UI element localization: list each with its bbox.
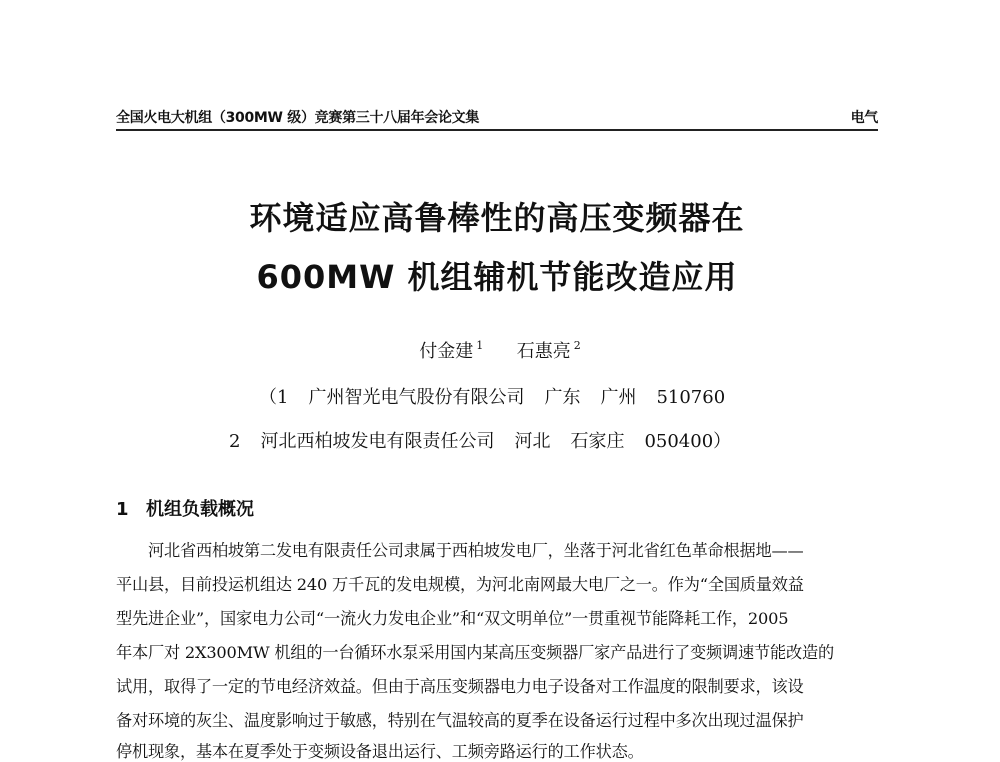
affiliation-province: 广东 bbox=[544, 387, 581, 408]
running-header bbox=[116, 103, 878, 127]
affiliation-org: 河北西柏坡发电有限责任公司 bbox=[260, 431, 495, 452]
section-heading bbox=[116, 495, 254, 521]
author-name: 石惠亮 bbox=[516, 341, 571, 362]
section-number: 1 bbox=[116, 499, 129, 520]
affiliation-postcode: 050400） bbox=[644, 431, 732, 452]
body-text-line: 型先进企业”，国家电力公司“一流火力发电企业”和“双文明单位”一贯重视节能降耗工作，2005 bbox=[116, 609, 789, 628]
affiliation-org: 广州智光电气股份有限公司 bbox=[308, 387, 525, 408]
affiliation-prefix: 2 bbox=[229, 431, 241, 452]
running-header-right: 电气 bbox=[850, 110, 878, 126]
author-list bbox=[0, 337, 1000, 363]
paper-title-line-2: 600MW 机组辅机节能改造应用 bbox=[256, 258, 738, 296]
author-affiliation-mark: 1 bbox=[476, 339, 484, 352]
body-text-line: 河北省西柏坡第二发电有限责任公司隶属于西柏坡发电厂，坐落于河北省红色革命根据地—— bbox=[148, 541, 804, 560]
affiliation-prefix: （1 bbox=[259, 387, 289, 408]
body-text-line: 试用，取得了一定的节电经济效益。但由于高压变频器电力电子设备对工作温度的限制要求，该设 bbox=[116, 677, 804, 696]
author-affiliation-mark: 2 bbox=[573, 339, 581, 352]
affiliation-city: 石家庄 bbox=[570, 431, 625, 452]
body-text-line: 备对环境的灰尘、温度影响过于敏感，特别在气温较高的夏季在设备运行过程中多次出现过温保护 bbox=[116, 711, 804, 730]
affiliation-city: 广州 bbox=[600, 387, 637, 408]
body-text-line: 平山县，目前投运机组达 240 万千瓦的发电规模，为河北南网最大电厂之一。作为“全国质量效益 bbox=[116, 575, 804, 594]
paper-title-line-1: 环境适应高鲁棒性的高压变频器在 bbox=[249, 199, 745, 237]
affiliation-1 bbox=[259, 383, 725, 409]
body-text-line: 停机现象，基本在夏季处于变频设备退出运行、工频旁路运行的工作状态。 bbox=[116, 742, 644, 761]
author-name: 付金建 bbox=[419, 341, 474, 362]
running-header-left: 全国火电大机组（300MW 级）竞赛第三十八届年会论文集 bbox=[116, 110, 480, 126]
affiliation-province: 河北 bbox=[514, 431, 551, 452]
section-title: 机组负载概况 bbox=[146, 499, 254, 520]
affiliation-postcode: 510760 bbox=[656, 387, 726, 408]
header-rule bbox=[116, 129, 878, 131]
body-text-line: 年本厂对 2X300MW 机组的一台循环水泵采用国内某高压变频器厂家产品进行了变频调速节能改造的 bbox=[116, 643, 834, 662]
affiliation-2 bbox=[229, 427, 731, 453]
